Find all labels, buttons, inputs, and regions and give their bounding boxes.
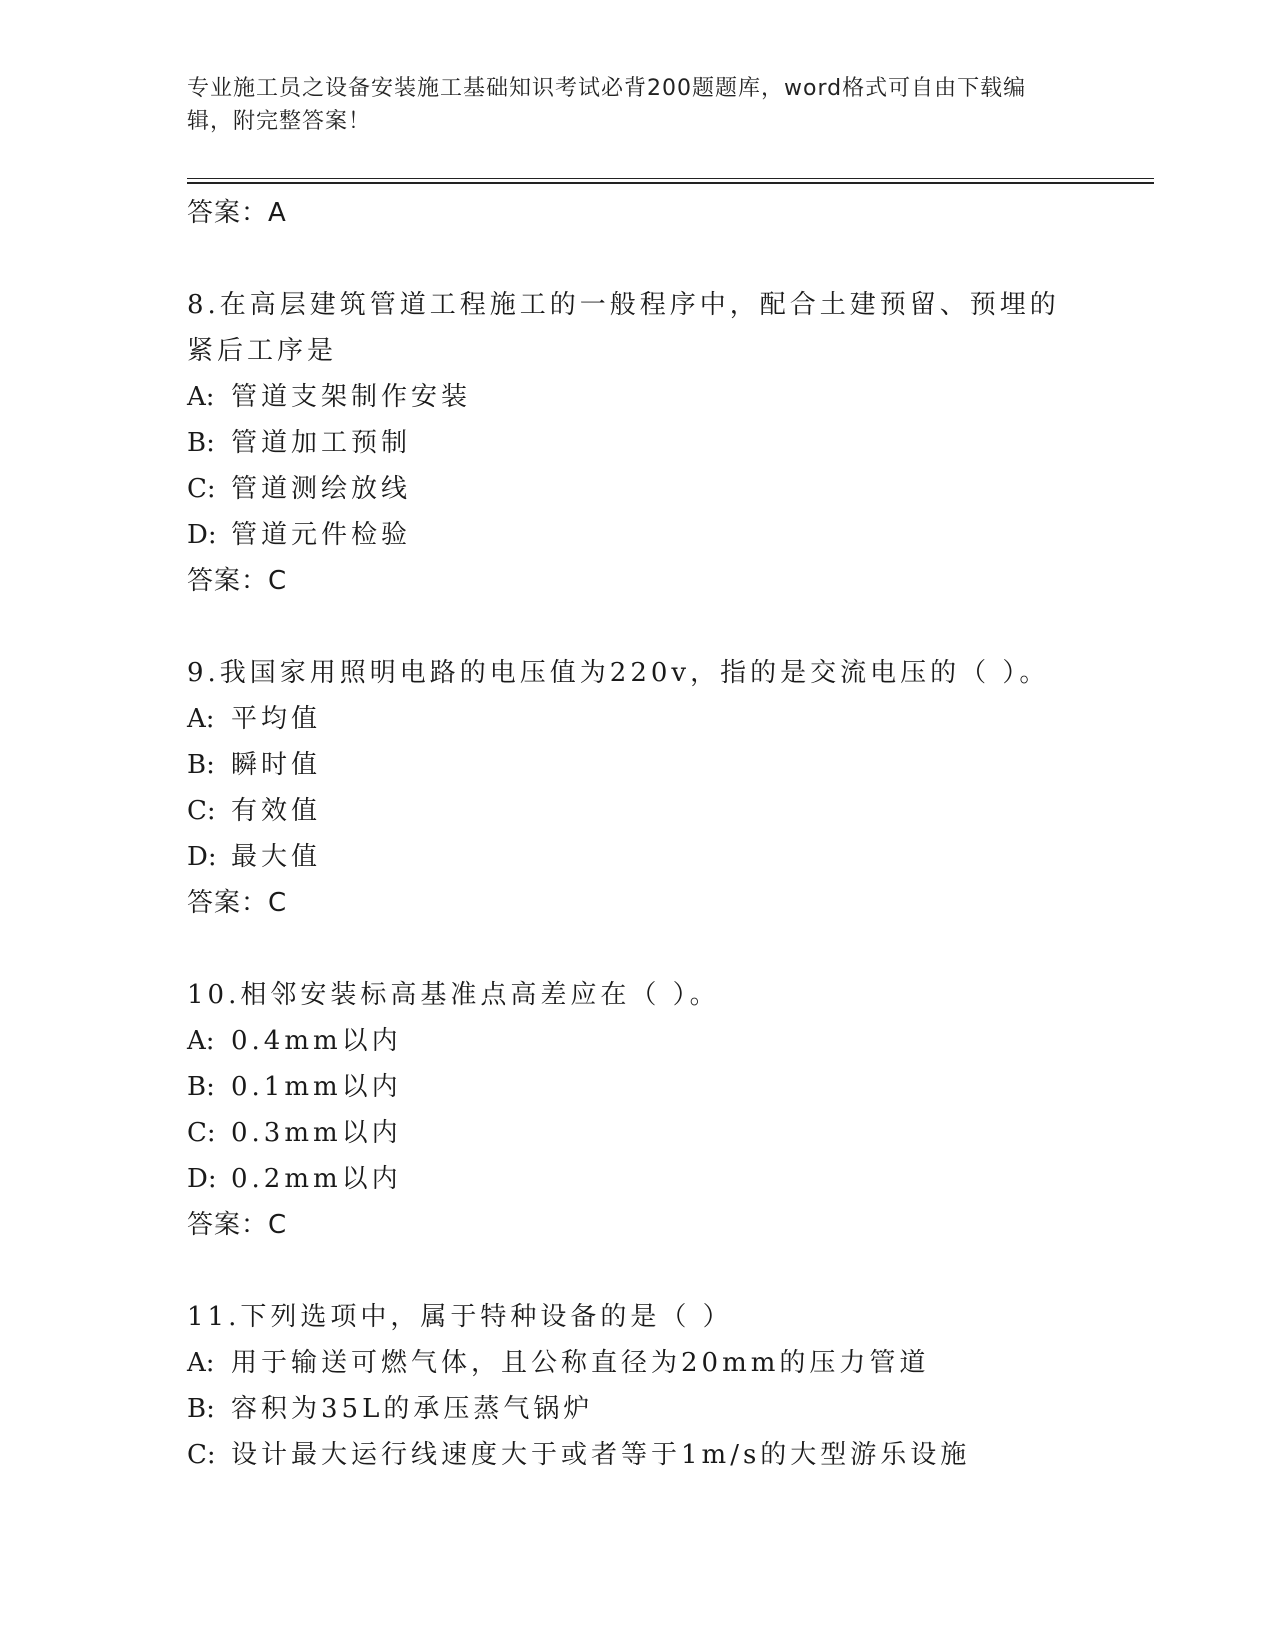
option-a bbox=[187, 696, 1087, 742]
option-letter: D: bbox=[187, 842, 217, 872]
option-text: 设计最大运行线速度大于或者等于1m/s的大型游乐设施 bbox=[231, 1440, 971, 1470]
option-d bbox=[187, 834, 1087, 880]
option-b bbox=[187, 420, 1087, 466]
option-a bbox=[187, 374, 1087, 420]
option-text: 管道加工预制 bbox=[231, 428, 412, 458]
option-text: 平均值 bbox=[231, 704, 322, 734]
option-letter: D: bbox=[187, 1164, 217, 1194]
option-b bbox=[187, 742, 1087, 788]
question-item bbox=[187, 972, 1087, 1248]
option-text: 0.2mm以内 bbox=[231, 1164, 402, 1194]
answer-line: 答案：C bbox=[187, 888, 288, 918]
option-text: 管道测绘放线 bbox=[231, 474, 412, 504]
option-letter: C: bbox=[187, 1440, 216, 1470]
header-divider-thin bbox=[187, 178, 1154, 179]
question-text: 9.我国家用照明电路的电压值为220v，指的是交流电压的（ ）。 bbox=[187, 658, 1050, 688]
option-letter: A: bbox=[187, 1026, 215, 1056]
option-text: 0.4mm以内 bbox=[231, 1026, 402, 1056]
answer-line: 答案：A bbox=[187, 198, 287, 228]
option-letter: A: bbox=[187, 704, 215, 734]
option-d bbox=[187, 512, 1087, 558]
option-text: 有效值 bbox=[231, 796, 322, 826]
option-c bbox=[187, 788, 1087, 834]
answer-line: 答案：C bbox=[187, 566, 288, 596]
option-letter: B: bbox=[187, 1394, 215, 1424]
option-text: 管道元件检验 bbox=[231, 520, 412, 550]
option-letter: B: bbox=[187, 750, 215, 780]
option-letter: D: bbox=[187, 520, 217, 550]
option-b bbox=[187, 1386, 1087, 1432]
option-b bbox=[187, 1064, 1087, 1110]
option-text: 0.1mm以内 bbox=[231, 1072, 402, 1102]
option-letter: A: bbox=[187, 382, 215, 412]
option-letter: B: bbox=[187, 428, 215, 458]
option-letter: C: bbox=[187, 796, 216, 826]
option-a bbox=[187, 1340, 1087, 1386]
question-text: 8.在高层建筑管道工程施工的一般程序中，配合土建预留、预埋的紧后工序是 bbox=[187, 290, 1060, 366]
option-c bbox=[187, 1432, 1087, 1478]
option-text: 管道支架制作安装 bbox=[231, 382, 472, 412]
option-letter: B: bbox=[187, 1072, 215, 1102]
option-a bbox=[187, 1018, 1087, 1064]
option-text: 0.3mm以内 bbox=[231, 1118, 402, 1148]
question-item bbox=[187, 1294, 1087, 1478]
question-item bbox=[187, 282, 1087, 604]
option-c bbox=[187, 466, 1087, 512]
option-text: 容积为35L的承压蒸气锅炉 bbox=[231, 1394, 594, 1424]
document-header: 专业施工员之设备安装施工基础知识考试必背200题题库，word格式可自由下载编辑，附完整答案！ bbox=[187, 76, 1027, 134]
question-text: 10.相邻安装标高基准点高差应在（ ）。 bbox=[187, 980, 720, 1010]
answer-line: 答案：C bbox=[187, 1210, 288, 1240]
option-letter: C: bbox=[187, 1118, 216, 1148]
option-letter: C: bbox=[187, 474, 216, 504]
option-d bbox=[187, 1156, 1087, 1202]
option-text: 瞬时值 bbox=[231, 750, 322, 780]
option-text: 用于输送可燃气体，且公称直径为20mm的压力管道 bbox=[231, 1348, 930, 1378]
question-text: 11.下列选项中，属于特种设备的是（ ） bbox=[187, 1302, 733, 1332]
option-c bbox=[187, 1110, 1087, 1156]
option-letter: A: bbox=[187, 1348, 215, 1378]
question-list bbox=[187, 190, 1087, 1478]
header-divider-thick bbox=[187, 182, 1154, 184]
question-item bbox=[187, 650, 1087, 926]
option-text: 最大值 bbox=[231, 842, 322, 872]
